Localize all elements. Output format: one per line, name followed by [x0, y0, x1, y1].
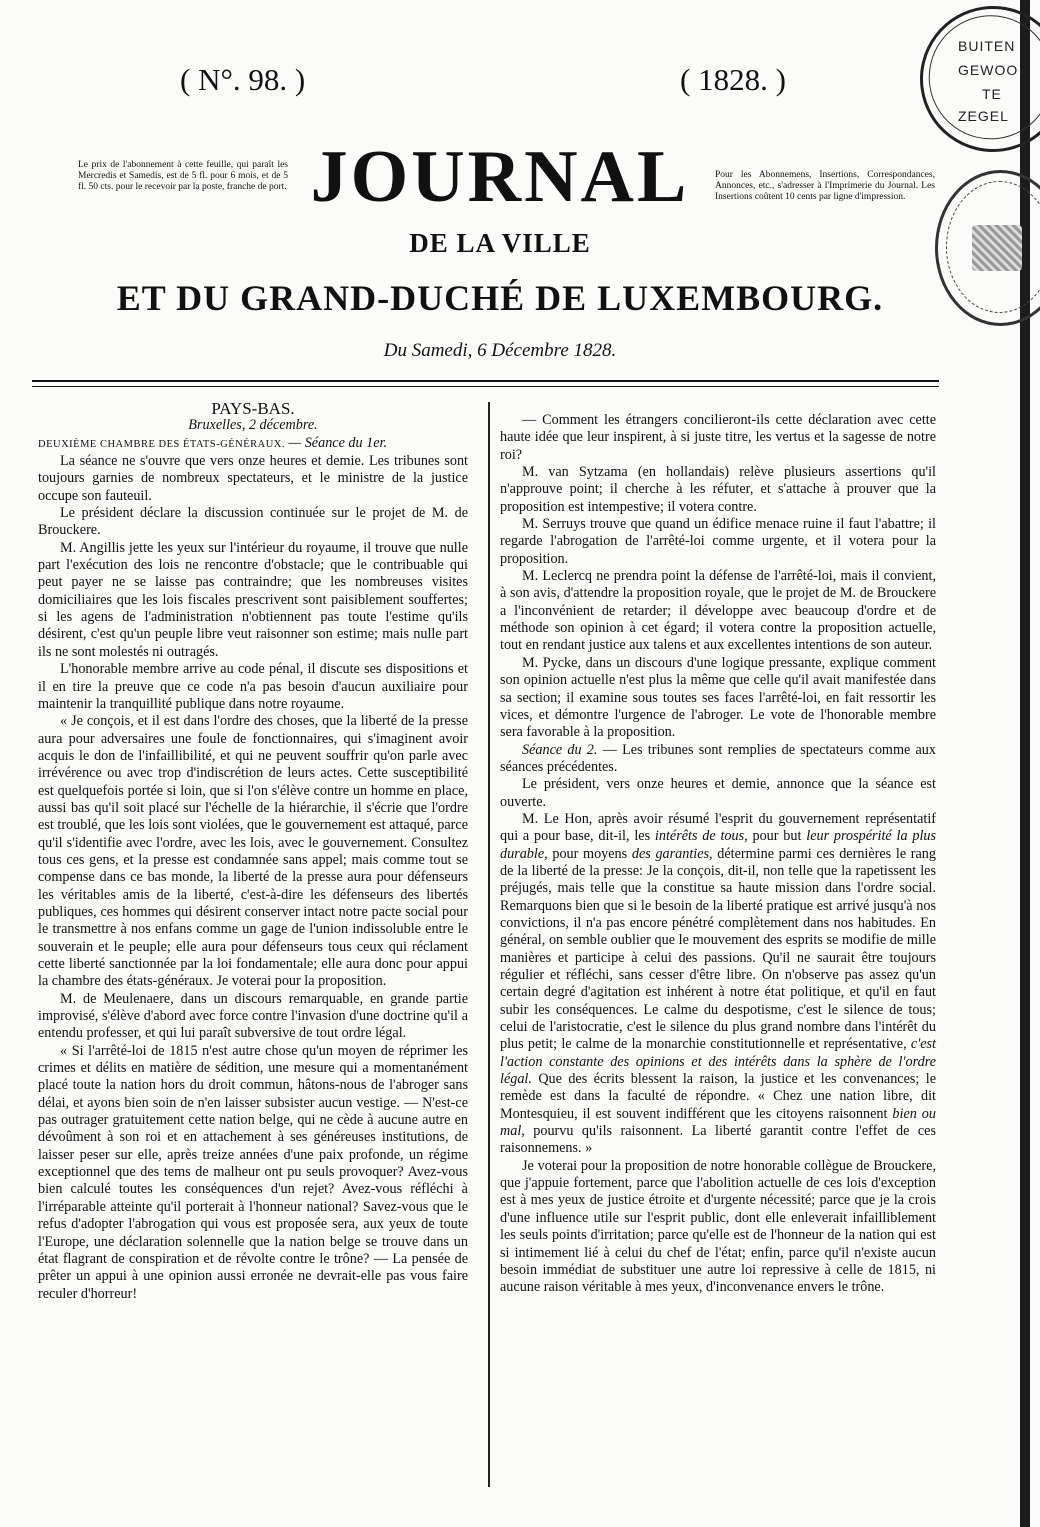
session-2-text: — Les tribunes sont remplies de spectateurs comme aux séances précédentes.	[500, 741, 936, 775]
issue-number: ( N°. 98. )	[180, 62, 306, 97]
header-rule	[32, 380, 939, 382]
newspaper-title: JOURNAL	[310, 136, 690, 218]
italic-run: leur prospérité la plus durable	[500, 828, 936, 862]
article-paragraph: Le président déclare la discussion continuée sur le projet de M. de Brouckere.	[38, 505, 468, 539]
session-heading	[38, 435, 468, 453]
left-column	[38, 400, 468, 1303]
issue-date: Du Samedi, 6 Décembre 1828.	[383, 340, 617, 361]
italic-run: bien ou mal	[500, 1105, 936, 1140]
article-paragraph: M. de Meulenaere, dans un discours remarquable, en grande partie improvisé, s'élève d'abord avec force contre l'invasion d'une doctrine qu'il a entendu professer, et qui lui paraît subversive de tout ordre légal.	[38, 990, 468, 1042]
text-run: , détermine parmi ces dernières le rang de la liberté de la presse: Je la conçois, dit-il, non telle que la rapetissent les préjugés, mais telle que la constitue sa haute mission dans l'ordre social. Remarquons bien que si le besoin de la liberté pratique est arrivé jusqu'à nos convictions, il n'a pas encore pénétré complètement dans nos habitudes. En général, on semble oublier que le mouvement des esprits se modifie de mille manières et participe à celui des passions. Qu'il ne saurait être toujours régulier et réfléchi, sans cesser d'être libre. On n'observe pas assez qu'un certain degré d'agitation est inhérent à notre état politique, et qu'il en faut subir les conséquences. Le calme du despotisme, c'est le silence de tous; celui de l'aristocratie, c'est le silence du plus grand nombre dans l'intérêt du plus petit; le calme de la monarchie constitutionnelle et représentative,	[500, 845, 936, 1053]
lehon-paragraph	[500, 811, 936, 1158]
text-run: M. Le Hon, après avoir résumé l'esprit du gouvernement représentatif qui a pour base, dit-il, les	[500, 810, 936, 845]
text-run: , pour moyens	[544, 845, 632, 862]
newspaper-subtitle-1: DE LA VILLE	[409, 228, 591, 258]
article-paragraph: M. Serruys trouve que quand un édifice menace ruine il faut l'abattre; il regarde l'abrogation de l'arrêté-loi comme urgente, et il votera pour la proposition.	[500, 516, 936, 567]
stamp-text-1: BUITEN	[958, 38, 1016, 54]
stamp-text-2: GEWOO	[958, 62, 1019, 78]
column-divider	[488, 402, 490, 1487]
article-paragraph: M. Leclercq ne prendra point la défense de l'arrêté-loi, mais il convient, à son avis, d'attendre la proposition royale, que le projet de M. de Brouckere a l'inconvénient de retarder; il développe avec beaucoup d'ordre et de méthode son opinion à cet égard; il votera contre la proposition actuelle, tout en rendant justice aux talens et aux excellentes intentions de son auteur.	[500, 568, 936, 654]
article-paragraph: La séance ne s'ouvre que vers onze heures et demie. Les tribunes sont toujours garnies de nombreux spectateurs, et le ministre de la justice occupe son fauteuil.	[38, 453, 468, 504]
header-rule-thin	[32, 386, 939, 387]
issue-year: ( 1828. )	[680, 62, 786, 97]
section-heading: PAYS-BAS.	[211, 399, 295, 418]
article-paragraph: L'honorable membre arrive au code pénal, il discute ses dispositions et il en tire la preuve que ce code n'a pas besoin d'aucun auxiliaire pour maintenir la tranquillité publique dans notre royaume.	[38, 661, 468, 712]
italic-run: des garanties	[631, 845, 710, 862]
italic-run: intérêts de tous	[654, 828, 745, 845]
article-paragraph: Je voterai pour la proposition de notre honorable collègue de Brouckere, que j'appuie fortement, parce que l'abolition actuelle de ces lois d'exception est à mes yeux de justice étroite et d'urgente nécessité; parce que je la crois d'une influence utile sur l'esprit public, dont elle enleverait infailliblement les seuls points d'irritation; parce qu'elle est de l'honneur de la nation qui est si intimement lié à celui du chef de l'état; enfin, parce qu'il n'existe aucun besoin immédiat de substituer une autre loi repressive à celle de 1815, ni aucune raison véritable à mes yeux, d'inconvenance envers le trône.	[500, 1157, 936, 1296]
text-run: , pour but	[744, 828, 807, 845]
session-chamber: DEUXIÈME CHAMBRE DES ÉTATS-GÉNÉRAUX.	[38, 438, 285, 450]
article-paragraph: M. Angillis jette les yeux sur l'intérieur du royaume, il trouve que nulle part l'exécution des lois ne rencontre d'obstacle; que le contribuable qui peut payer ne se laisse pas contraindre; que les nombreuses visites domiciliaires que les lois fiscales prescrivent sont paisiblement souffertes; si les agens de l'administration n'obtiennent pas toute l'estime qu'ils désirent, c'est qu'un peuple libre veut raisonner son estime; mais nulle part ils ne sont molestés ni outragés.	[38, 539, 468, 660]
text-run: , pourvu qu'ils raisonnent. La liberté garantit contre l'effet de ces raisonnemens. »	[500, 1123, 936, 1157]
article-paragraph: « Je conçois, et il est dans l'ordre des choses, que la liberté de la presse aura pour adversaires une foule de fonctionnaires, qui s'imaginent avoir acquis le don de l'infaillibilité, et qui ne peuvent souffrir qu'on parle avec irrévérence ou avec trop d'indiscrétion de leurs actes. Cette susceptibilité est quelquefois portée si loin, que si l'on s'élève contre un homme en place, aussi bas qu'il soit placé sur l'échelle de la hiérarchie, il s'écrie que l'ordre est troublé, que les lois sont violées, que le gouvernement est attaqué, parce qu'il s'identifie avec l'ordre, avec les lois, avec le gouvernement. Consultez tous ces gens, et la presse est condamnée sans appel; mais comme tout se compense dans ce bas monde, la liberté de la presse aura pour défenseurs les véritables amis de la liberté, c'est-à-dire les défenseurs des libertés publiques, ces hommes qui désirent conserver intact notre pacte social pour le transmettre à nos enfans comme un gage de l'union indissoluble entre le souverain et le peuple; elle aura pour défenseurs tous ceux qui réclament cette liberté sanctionnée par la loi fondamentale; elle aura donc pour appui la chambre des états-généraux. Je voterai pour la proposition.	[38, 713, 468, 990]
article-paragraph: Le président, vers onze heures et demie, annonce que la séance est ouverte.	[500, 776, 936, 810]
subscription-price-note: Le prix de l'abonnement à cette feuille, qui paraît les Mercredis et Samedis, est de 5 fl. pour 6 mois, et de 5 fl. 50 cts. pour le recevoir par la poste, franche de port.	[78, 160, 288, 192]
subscription-info-note: Pour les Abonnemens, Insertions, Correspondances, Annonces, etc., s'adresser à l'Imprimerie du Journal. Les Insertions coûtent 10 cents par ligne d'impression.	[715, 170, 935, 202]
stamp-text-3: TE	[982, 86, 1002, 102]
article-paragraph: M. van Sytzama (en hollandais) relève plusieurs assertions qu'il n'approuve point; il cherche à les réfuter, et s'attache à prouver que la proposition est intempestive; il votera contre.	[500, 464, 936, 515]
session-2-paragraph	[500, 742, 936, 777]
text-run: Que des écrits blessent la raison, la justice et les convenances; le remède est dans la faculté de répondre. « Chez une nation libre, dit Montesquieu, il est souvent indifférent que les citoyens raisonnent	[500, 1071, 936, 1122]
italic-run: c'est l'action constante des opinions et des intérêts dans la sphère de l'ordre légal.	[500, 1036, 936, 1088]
article-paragraph: « Si l'arrêté-loi de 1815 n'est autre chose qu'un moyen de réprimer les crimes et délits en matière de sédition, une mesure qui a momentanément placé toute la nation hors du droit commun, hâtons-nous de l'abroger sans délai, et ayons bien soin de n'en laisser subsister aucun vestige. — N'est-ce pas outrager gratuitement cette nation belge, qui ne cède à aucune autre en dévoûment à son roi et en attachement à ses généreuses institutions, de laisser peser sur elle, après treize années d'une paix profonde, un régime exceptionnel que des tems de malheur ont pu seuls provoquer? Avez-vous bien calculé toutes les conséquences d'un rejet? Avez-vous réfléchi à l'irréparable atteinte qu'il porterait à l'honneur national? Savez-vous que le refus d'adopter l'abrogation qui vous est proposée sera, aux yeux de toute l'Europe, une déclaration solennelle que la nation belge se trouve dans un état flagrant de conspiration et de révolte contre le trône? — La pensée de prêter un appui à une opinion aussi erronée ne devrait-elle pas vous faire reculer d'horreur!	[38, 1042, 468, 1302]
dateline-city: Bruxelles, 2 décembre.	[188, 417, 318, 434]
newspaper-subtitle-2: ET DU GRAND-DUCHÉ DE LUXEMBOURG.	[116, 278, 884, 318]
session-date: — Séance du 1er.	[285, 434, 388, 451]
article-paragraph: — Comment les étrangers concilieront-ils cette déclaration avec cette haute idée que leur inspirent, à si juste titre, les vertus et la sagesse de notre roi?	[500, 412, 936, 463]
right-column	[500, 412, 936, 1297]
stamp-text-4: ZEGEL	[958, 108, 1009, 124]
article-paragraph: M. Pycke, dans un discours d'une logique pressante, explique comment son opinion actuelle n'est plus la même que celle qu'il avait manifestée dans sa section; il examine sous toutes ses faces l'arrêté-loi, en fait ressortir les vices, et démontre l'urgence de l'abroger. Le vote de l'honorable membre sera favorable à la proposition.	[500, 654, 936, 741]
session-2-label: Séance du 2.	[522, 741, 598, 758]
